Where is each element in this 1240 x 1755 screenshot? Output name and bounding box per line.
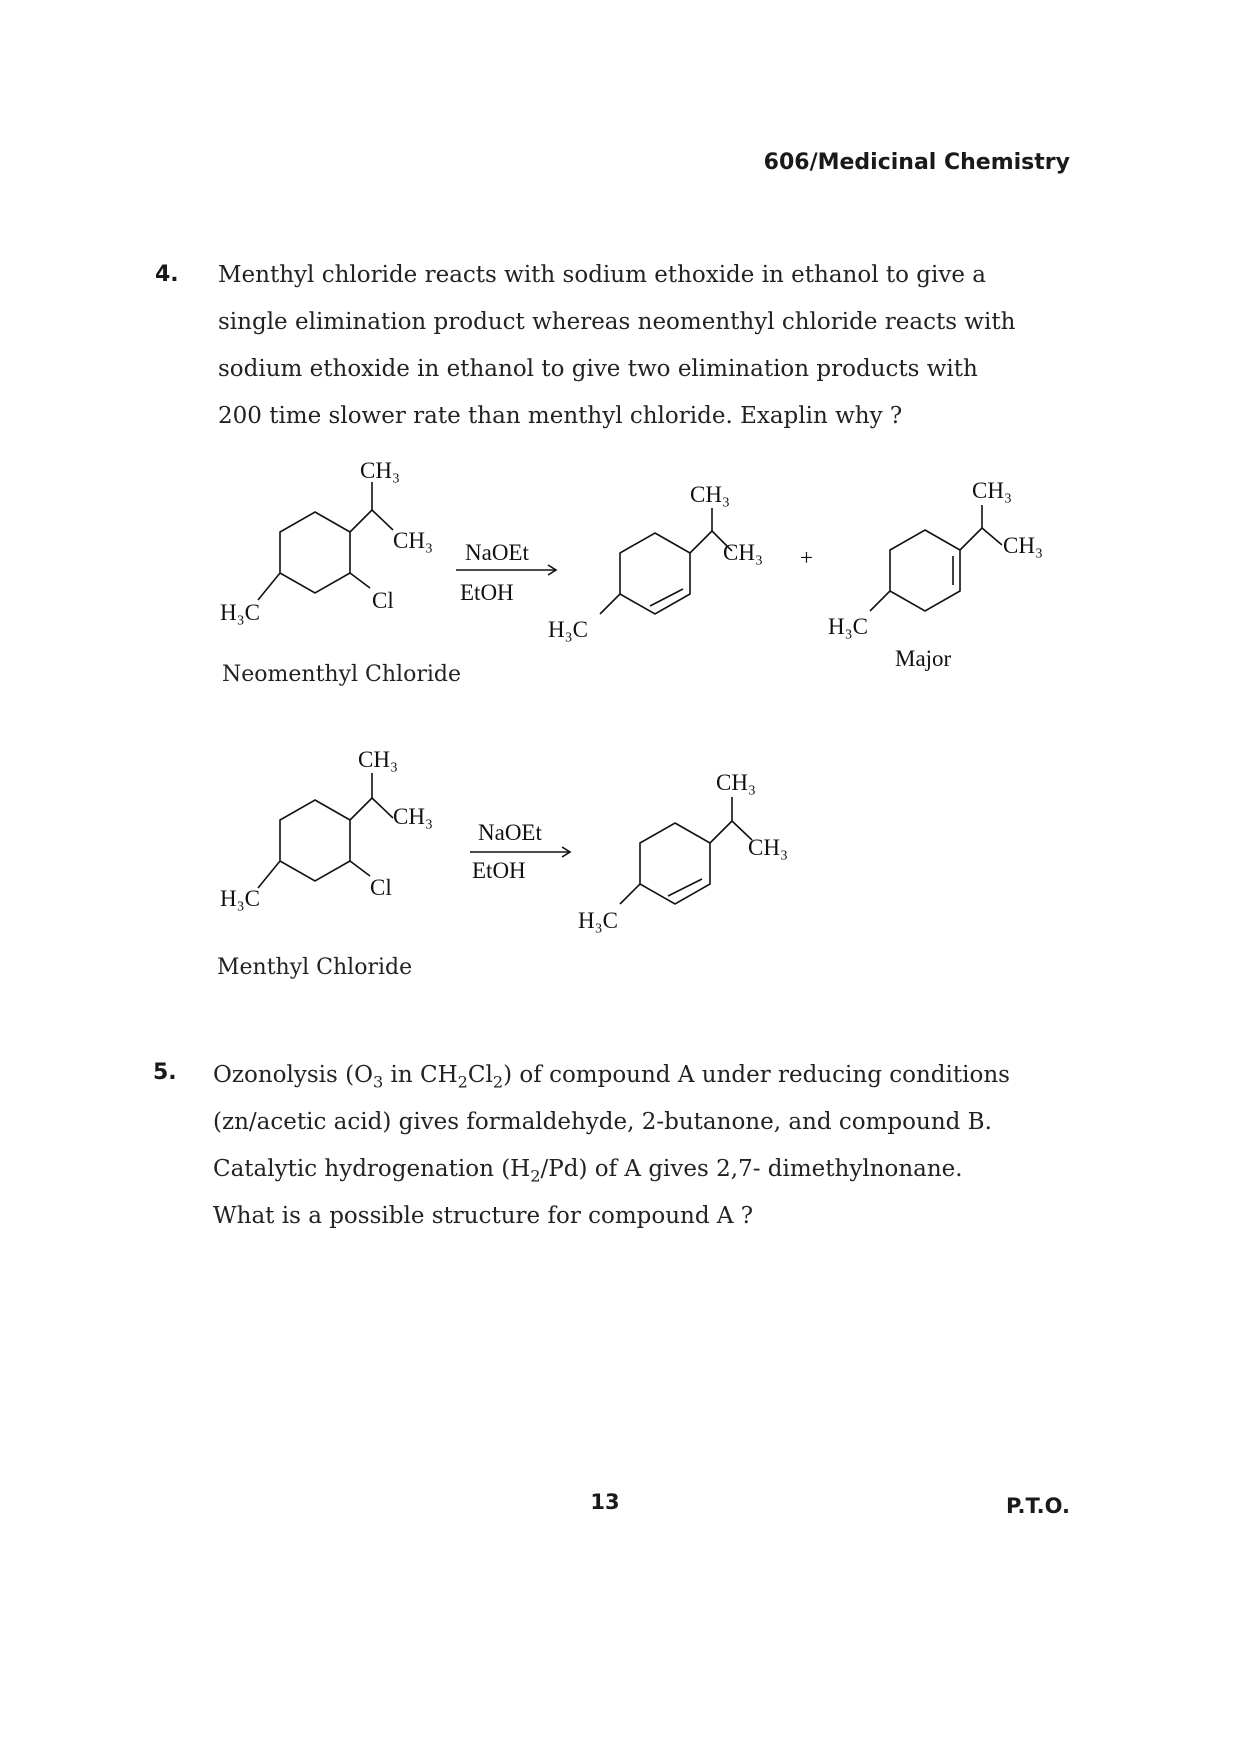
scheme1-reagent-top: NaOEt xyxy=(465,540,529,565)
question-4-line-4: 200 time slower rate than menthyl chloride. Exaplin why ? xyxy=(218,403,903,429)
question-4-number: 4. xyxy=(155,262,179,287)
plus-sign: + xyxy=(800,545,813,570)
neomenthyl-ch3-top: CH₃ xyxy=(360,458,400,483)
menthyl-product-ch3-side: CH₃ xyxy=(748,835,788,860)
menthyl-caption: Menthyl Chloride xyxy=(217,955,413,980)
menthyl-ch3-top: CH₃ xyxy=(358,747,398,772)
scheme1-arrow xyxy=(456,540,556,605)
menthyl-product-ch3-top: CH₃ xyxy=(716,770,756,795)
page-number: 13 xyxy=(590,1490,620,1514)
neomenthyl-cl: Cl xyxy=(372,588,394,613)
scheme1-reagent-bottom: EtOH xyxy=(460,580,514,605)
major-product-ch3-side: CH₃ xyxy=(1003,533,1043,558)
neomenthyl-chloride-structure xyxy=(220,458,433,625)
neomenthyl-caption: Neomenthyl Chloride xyxy=(222,662,461,687)
menthyl-product-structure xyxy=(578,770,788,933)
question-4-line-1: Menthyl chloride reacts with sodium ethoxide in ethanol to give a xyxy=(218,262,986,288)
question-5-line-3: Catalytic hydrogenation $(H_2/Pd)$ of A gives 2,7- dimethylnonane. xyxy=(213,1156,963,1186)
question-5-line-2: (zn/acetic acid) gives formaldehyde, 2-butanone, and compound B. xyxy=(213,1109,992,1135)
scheme2-reagent-bottom: EtOH xyxy=(472,858,526,883)
scheme2-arrow xyxy=(470,820,570,883)
minor-product-ch3-side: CH₃ xyxy=(723,540,763,565)
question-5-text xyxy=(213,1052,1010,1240)
major-label: Major xyxy=(895,646,952,671)
minor-product-ch3-top: CH₃ xyxy=(690,482,730,507)
major-product-ch3-top: CH₃ xyxy=(972,478,1012,503)
question-5-line-1: Ozonolysis ($O_3$ in $CH_2Cl_2$) of compound A under reducing conditions xyxy=(213,1062,1010,1092)
minor-product-h3c: H₃C xyxy=(548,617,588,642)
neomenthyl-product-major-structure xyxy=(828,478,1043,639)
menthyl-ch3-side: CH₃ xyxy=(393,804,433,829)
major-product-h3c: H₃C xyxy=(828,614,868,639)
scheme2-reagent-top: NaOEt xyxy=(478,820,542,845)
question-5-number: 5. xyxy=(153,1060,177,1085)
question-5-line-4: What is a possible structure for compound A ? xyxy=(213,1203,754,1229)
neomenthyl-h3c: H₃C xyxy=(220,600,260,625)
menthyl-h3c: H₃C xyxy=(220,886,260,911)
neomenthyl-product-minor-structure xyxy=(548,482,763,642)
menthyl-cl: Cl xyxy=(370,875,392,900)
menthyl-chloride-structure xyxy=(220,747,433,911)
neomenthyl-ch3-side: CH₃ xyxy=(393,528,433,553)
question-4-line-3: sodium ethoxide in ethanol to give two elimination products with xyxy=(218,356,978,382)
course-header: 606/Medicinal Chemistry xyxy=(763,150,1070,175)
menthyl-product-h3c: H₃C xyxy=(578,908,618,933)
question-4-line-2: single elimination product whereas neomenthyl chloride reacts with xyxy=(218,309,1016,335)
pto-label: P.T.O. xyxy=(1006,1494,1070,1518)
